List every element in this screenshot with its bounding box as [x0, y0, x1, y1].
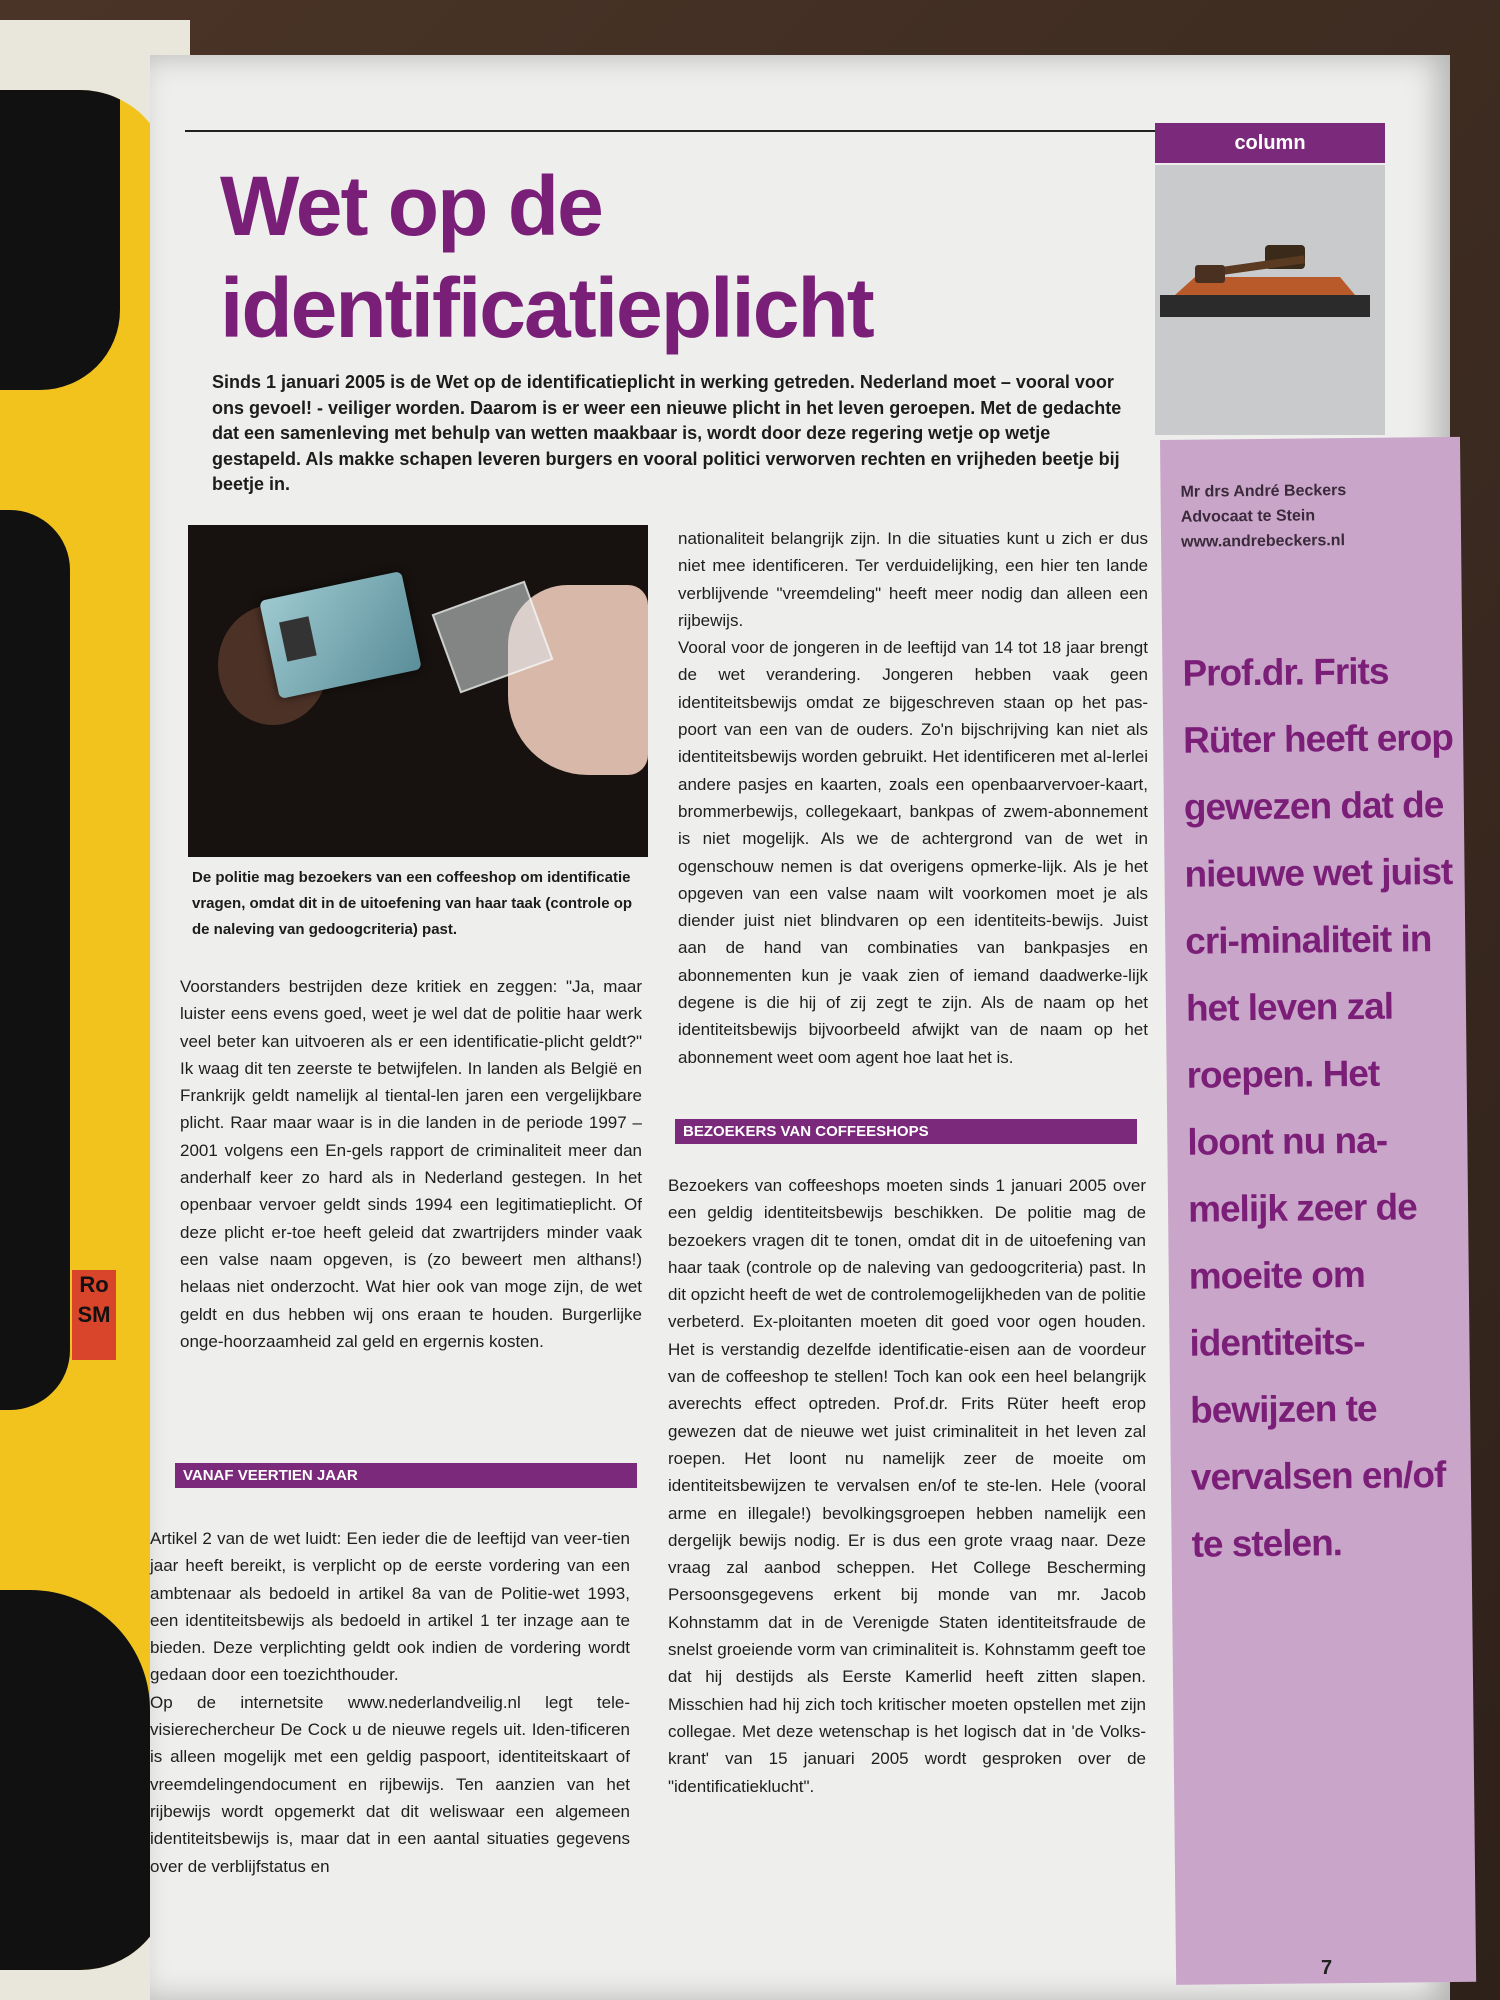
top-rule: [185, 130, 1190, 132]
author-role: Advocaat te Stein: [1180, 507, 1316, 526]
left-page-illustration: [0, 90, 170, 1970]
column-tab: column: [1155, 123, 1385, 163]
article-title: Wet op de identificatieplicht: [220, 159, 873, 355]
page-number: 7: [1321, 1957, 1333, 1979]
section-heading-coffeeshops: BEZOEKERS VAN COFFEESHOPS: [675, 1119, 1137, 1144]
section-heading-veertien: VANAF VEERTIEN JAAR: [175, 1463, 637, 1488]
illustration-shape: [0, 510, 70, 1410]
author-name: Mr drs André Beckers: [1180, 482, 1347, 501]
column2-body: nationaliteit belangrijk zijn. In die situaties kunt u zich er dus niet mee identificeren. Ter verduidelijking, een hier ten lande verblijvende "vreemdeling" heeft meer nodig dan alleen een rijbewijs. Vooral voor de jongeren in de leeftijd van 14 tot 18 jaar brengt de wet verandering. Jongeren hebben vaak geen identiteitsbewijs omdat ze bijgeschreven staan op het pas-poort van een van de ouders. Zo'n bijschrijving kan niet als identiteitsbewijs worden gebruikt. Het identificeren met al-lerlei andere pasjes en kaarten, zoals een openbaarvervoer-kaart, brommerbewijs, collegekaart, bankpas of zwem-abonnement is niet mogelijk. Als we de achtergrond van de wet in ogenschouw nemen is dat overigens opmerke-lijk. Als je het opgeven van een valse naam wilt voorkomen moet je als diender juist niet blindvaren op een identiteits-bewijs. Juist aan de hand van combinaties van bankpasjes en abonnementen kun je vaak zien of iemand daadwerke-lijk degene is die hij of zij zegt te zijn. Als de naam op het identiteitsbewijs bijvoorbeeld afwijkt van de naam op het abonnement weet oom agent hoe laat het is.: [678, 529, 1148, 1067]
author-block: [1180, 478, 1346, 555]
id-card-shape: [259, 571, 422, 699]
id-card-photo-shape: [279, 616, 317, 661]
left-page-stamp: Ro SM: [72, 1270, 116, 1360]
article-lead: Sinds 1 januari 2005 is de Wet op de identificatieplicht in werking getreden. Nederland moet – vooral voor ons gevoel! - veiliger worden. Daarom is er weer een nieuwe plicht in het leven geroepen. Met de gedachte dat een samenleving met behulp van wetten maakbaar is, wordt door deze regering wetje op wetje gestapeld. Als makke schapen leveren burgers en vooral politici verworven rechten en vrijheden beetje bij beetje in.: [212, 372, 1122, 494]
article-photo: [188, 525, 648, 857]
illustration-shape: [0, 90, 120, 390]
sidebar: [1160, 437, 1476, 1985]
column1-body: Voorstanders bestrijden deze kritiek en zeggen: "Ja, maar luister eens evens goed, weet je wel dat de politie haar werk veel beter kan uitvoeren als er een identificatie-plicht geldt?" Ik waag dit ten zeerste te betwijfelen. In landen als België en Frankrijk geldt namelijk al tiental-len jaren een vergelijkbare plicht. Raar maar waar is in die landen in de periode 1997 – 2001 volgens een En-gels rapport de criminaliteit meer dan anderhalf keer zo hard als in Nederland gestegen. In het openbaar vervoer geldt sinds 1994 een legitimatieplicht. Of deze plicht er-toe heeft geleid dat zwartrijders minder vaak een valse naam opgeven, is (zo beweert men althans!) helaas niet onderzocht. Wat hier ook van moge zijn, de wet geldt en dus hebben wij ons eraan te houden. Burgerlijke onge-hoorzaamheid zal geld en ergernis kosten.: [180, 977, 642, 1351]
gavel-image: [1155, 165, 1385, 435]
gavel-icon: [1155, 165, 1385, 435]
section2-body: Bezoekers van coffeeshops moeten sinds 1 januari 2005 over een geldig identiteitsbewijs beschikken. De politie mag de bezoekers vragen dit te tonen, omdat dit in de uitoefening van haar taak (controle op de naleving van gedoogcriteria) past. In dit opzicht heeft de wet de controlemogelijkheden van de politie verbeterd. Ex-ploitanten moeten dit goed voor ogen houden. Het is verstandig dezelfde identificatie-eisen aan de voordeur van de coffeeshop te stellen! Toch kan ook een heel belangrijk averechts effect optreden. Prof.dr. Frits Rüter heeft erop gewezen dat de nieuwe wet juist criminaliteit in het leven zal roepen. Het loont nu namelijk zeer de moeite om identiteitsbewijzen te vervalsen en/of te ste-len. Hele (vooral arme en illegale!) bevolkingsgroepen hebben namelijk een dergelijk bewijs nodig. Er is dus een grote vraag naar. Deze vraag zal aanbod scheppen. Het College Bescherming Persoonsgegevens erkent bij monde van mr. Jacob Kohnstamm dat in de Verenigde Staten identiteitsfraude de snelst groeiende vorm van criminaliteit is. Kohnstamm geeft toe dat hij destijds als Eerste Kamerlid heeft zitten slapen. Misschien had hij zich toch kritischer moeten opstellen met zijn collegae. Met deze wetenschap is het logisch dat in 'de Volks-krant' van 15 januari 2005 wordt gesproken over de "identificatieklucht".: [668, 1176, 1146, 1796]
pull-quote: Prof.dr. Frits Rüter heeft erop gewezen dat de nieuwe wet juist cri-minaliteit in het leven zal roepen. Het loont nu na-melijk zeer de moeite om identiteits-bewijzen te vervalsen en/of te stelen.: [1182, 650, 1454, 1565]
illustration-shape: [0, 1590, 150, 1970]
magazine-page: [150, 55, 1454, 2000]
section1-body: Artikel 2 van de wet luidt: Een ieder die de leeftijd van veer-tien jaar heeft bereikt, is verplicht op de eerste vordering van een ambtenaar als bedoeld in artikel 8a van de Politie-wet 1993, een identiteitsbewijs als bedoeld in artikel 1 ter inzage aan te bieden. Deze verplichting geldt ook indien de vordering wordt gedaan door een toezichthouder. Op de internetsite www.nederlandveilig.nl legt tele-visierechercheur De Cock u de nieuwe regels uit. Iden-tificeren is alleen mogelijk met een geldig paspoort, identiteitskaart of vreemdelingendocument en rijbewijs. Ten aanzien van het rijbewijs wordt opgemerkt dat dit weliswaar een algemeen identiteitsbewijs is, maar dat in een aantal situaties gegevens over de verblijfstatus en: [150, 1529, 630, 1876]
photo-caption: De politie mag bezoekers van een coffeeshop om identificatie vragen, omdat dit in de uitoefening van haar taak (controle op de naleving van gedoogcriteria) past.: [192, 869, 633, 938]
author-website-link[interactable]: www.andrebeckers.nl: [1180, 532, 1346, 551]
